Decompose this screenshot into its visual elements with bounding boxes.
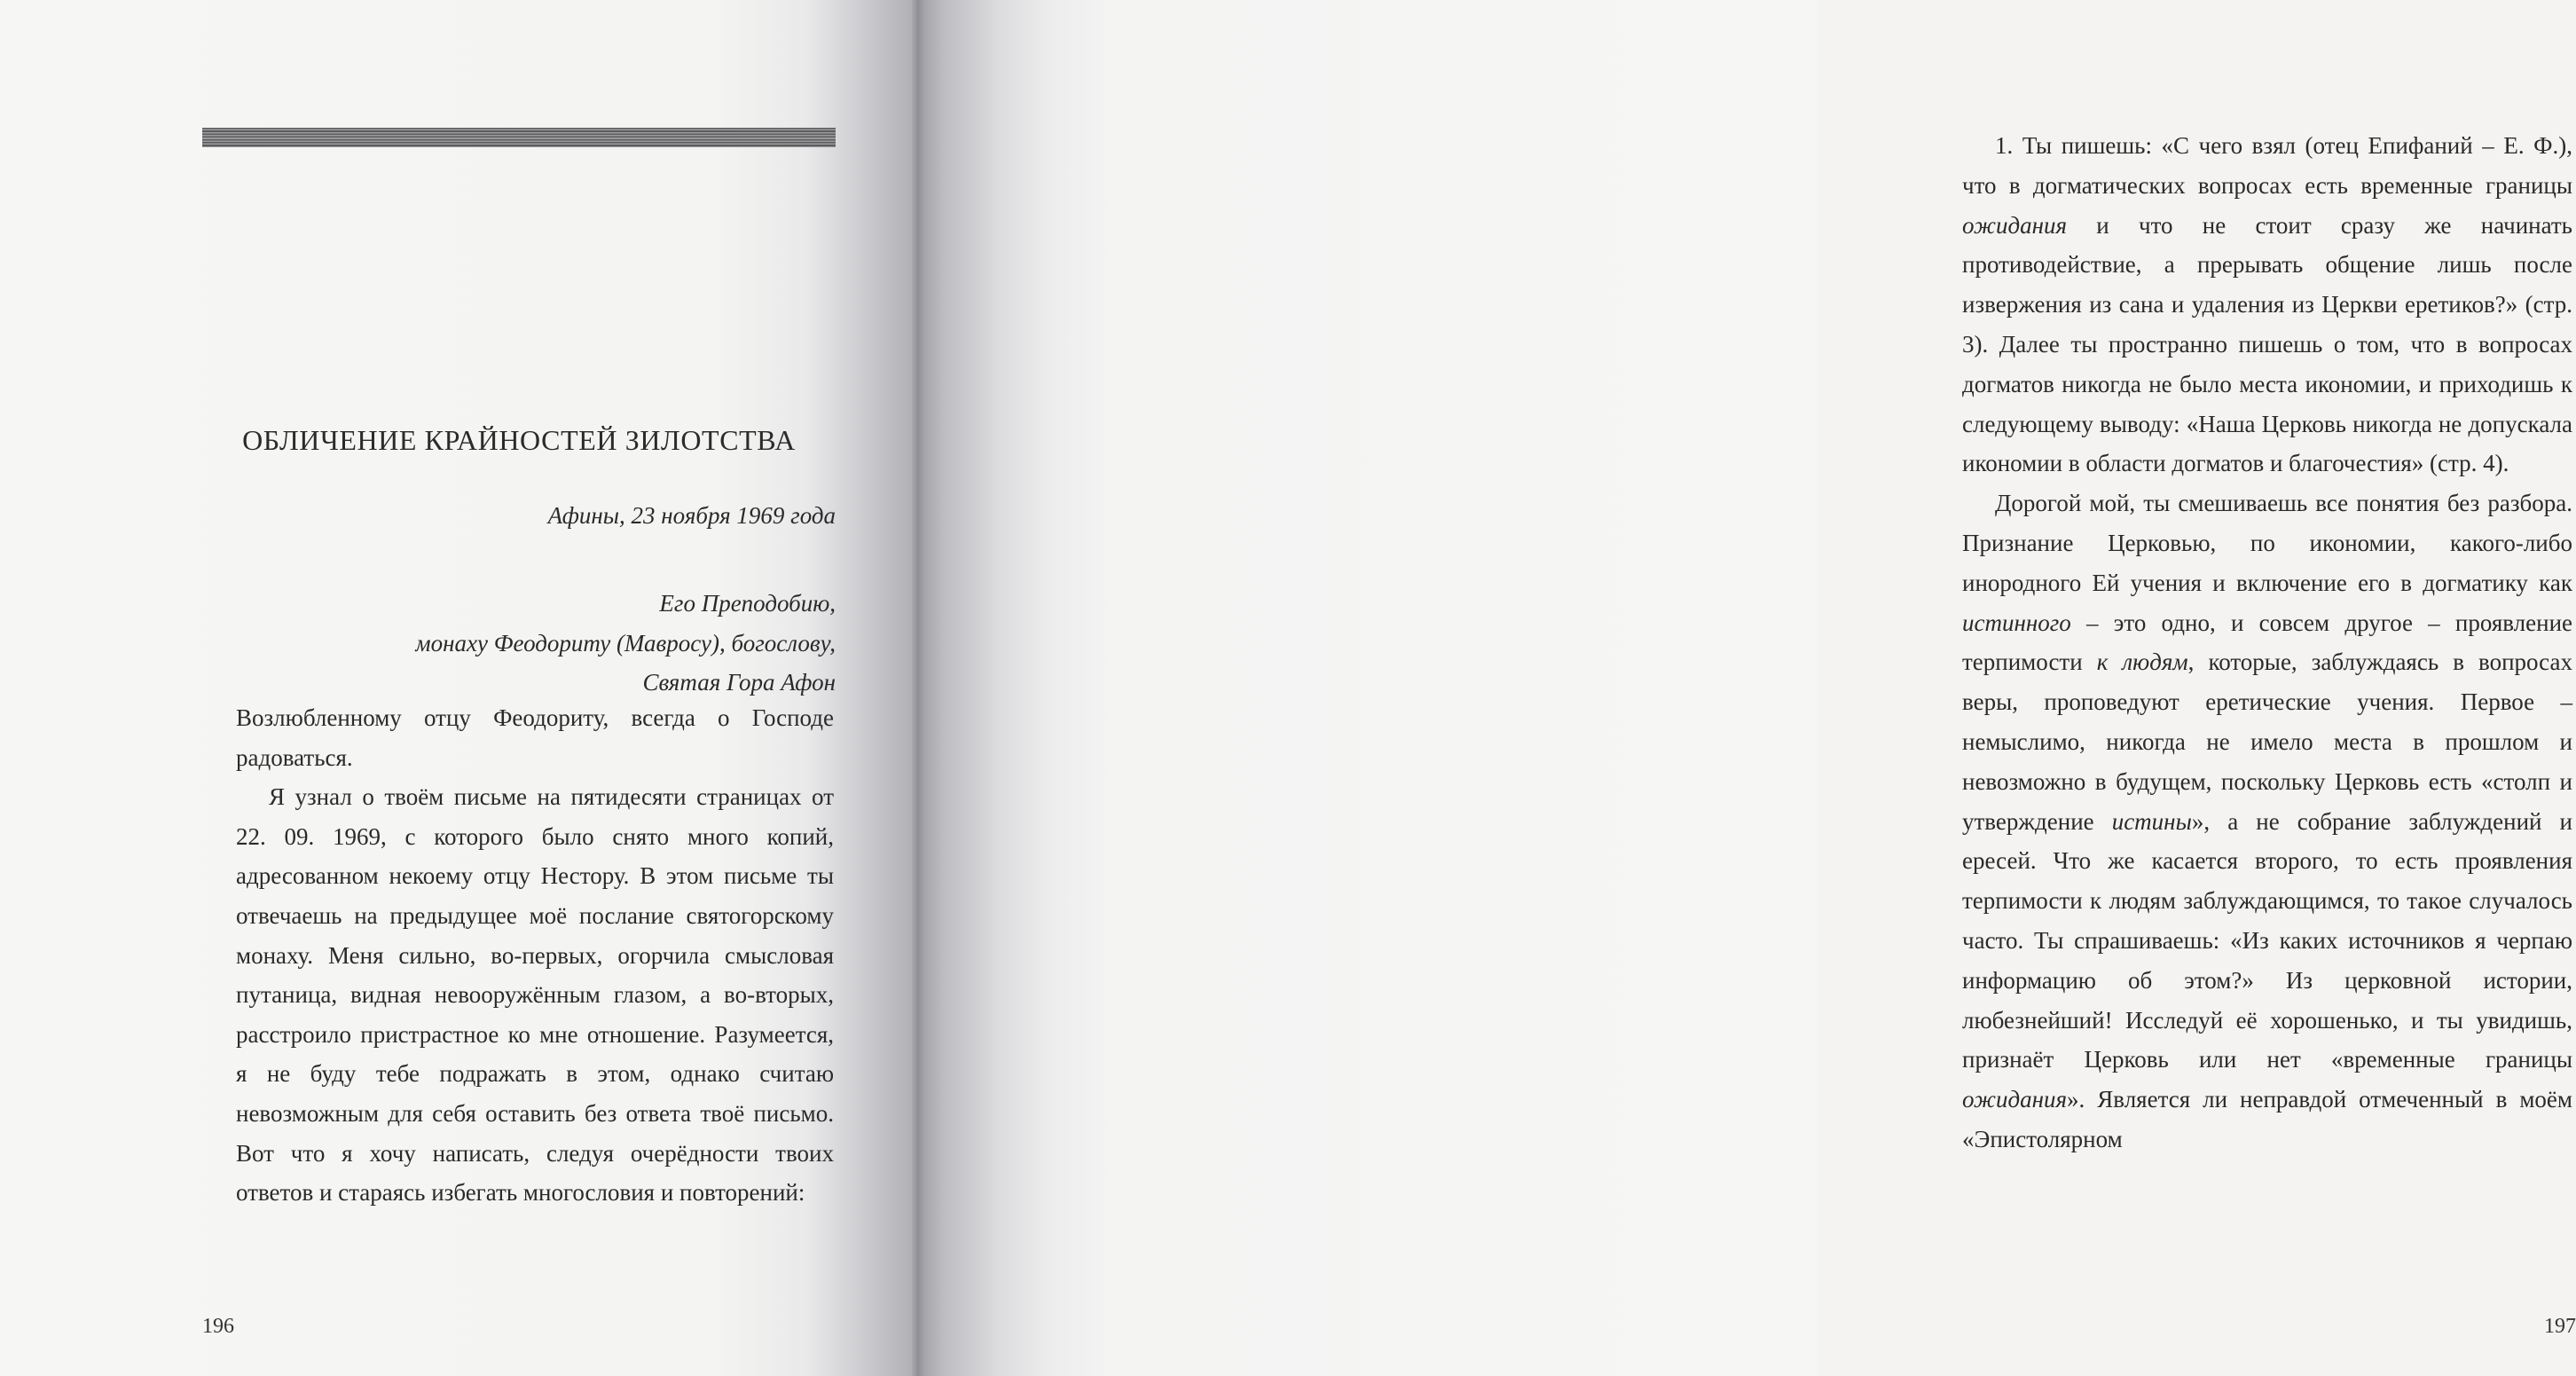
emphasis-text: к людям bbox=[2096, 649, 2188, 676]
body-paragraph: 1. Ты пишешь: «С чего взял (отец Епифаний – Е. Ф.), что в догматических вопросах есть временные границы ожидания и что не стоит сразу же начинать противодействие, а прерывать общение лишь после извержения из сана и удаления из Церкви еретиков?» (стр. 3). Далее ты пространно пишешь о том, что в вопросах догматов никогда не было места икономии, и приходишь к следующему выводу: «Наша Церковь никогда не допускала икономии в области догматов и благочестия» (стр. 4). bbox=[1962, 132, 2572, 477]
emphasis-text: ожидания bbox=[1962, 211, 2068, 239]
right-body-text bbox=[1962, 126, 2572, 1160]
body-paragraph: Дорогой мой, ты смешиваешь все понятия без разбора. Признание Церковью, по икономии, какого-либо инородного Ей учения и включение его в догматику как истинного – это одно, и совсем другое – проявление терпимости к людям, которые, заблуждаясь в вопросах веры, проповедуют еретические учения. Первое – немыслимо, никогда не имело места в прошлом и невозможно в будущем, поскольку Церковь есть «столп и утверждение истины», а не собрание заблуждений и ересей. Что же касается второго, то есть проявления терпимости к людям заблуждающимся, то такое случалось часто. Ты спрашиваешь: «Из каких источников я черпаю информацию об этом?» Из церковной истории, любезнейший! Исследуй её хорошенько, и ты увидишь, признаёт Церковь или нет «временные границы ожидания». Является ли неправдой отмеченный в моём «Эпистолярном bbox=[1962, 490, 2572, 1152]
addressee-line: Святая Гора Афон bbox=[642, 669, 836, 696]
addressee-line: монаху Феодориту (Мавросу), богослову, bbox=[415, 629, 836, 657]
chapter-title: ОБЛИЧЕНИЕ КРАЙНОСТЕЙ ЗИЛОТСТВА bbox=[242, 424, 796, 456]
chapter-head-rule bbox=[202, 128, 836, 147]
book-gutter bbox=[912, 0, 924, 1376]
left-page bbox=[0, 0, 917, 1376]
emphasis-text: ожидания bbox=[1962, 1086, 2068, 1113]
right-page bbox=[917, 0, 2576, 1376]
page-number-right: 197 bbox=[2544, 1315, 2576, 1338]
body-paragraph: Я узнал о твоём письме на пятидесяти страницах от 22. 09. 1969, с которого было снято много копий, адресованном некоему отцу Нестору. В этом письме ты отвечаешь на предыдущее моё послание святогорскому монаху. Меня сильно, во-первых, огорчила смысловая путаница, видная невооружённым глазом, а во-вторых, расстроило пристрастное ко мне отношение. Разумеется, я не буду тебе подражать в этом, однако считаю невозможным для себя оставить без ответа твоё письмо. Вот что я хочу написать, следуя очерёдности твоих ответов и стараясь избегать многословия и повторений: bbox=[236, 783, 834, 1207]
emphasis-text: истины bbox=[2111, 807, 2192, 835]
addressee-block bbox=[202, 584, 836, 703]
greeting-paragraph: Возлюбленному отцу Феодориту, всегда о Господе радоваться. bbox=[236, 704, 834, 771]
left-body-text bbox=[236, 698, 834, 1213]
addressee-line: Его Преподобию, bbox=[659, 590, 836, 617]
emphasis-text: истинного bbox=[1962, 609, 2071, 636]
page-number-left: 196 bbox=[202, 1315, 234, 1338]
place-date-line: Афины, 23 ноября 1969 года bbox=[547, 502, 836, 529]
